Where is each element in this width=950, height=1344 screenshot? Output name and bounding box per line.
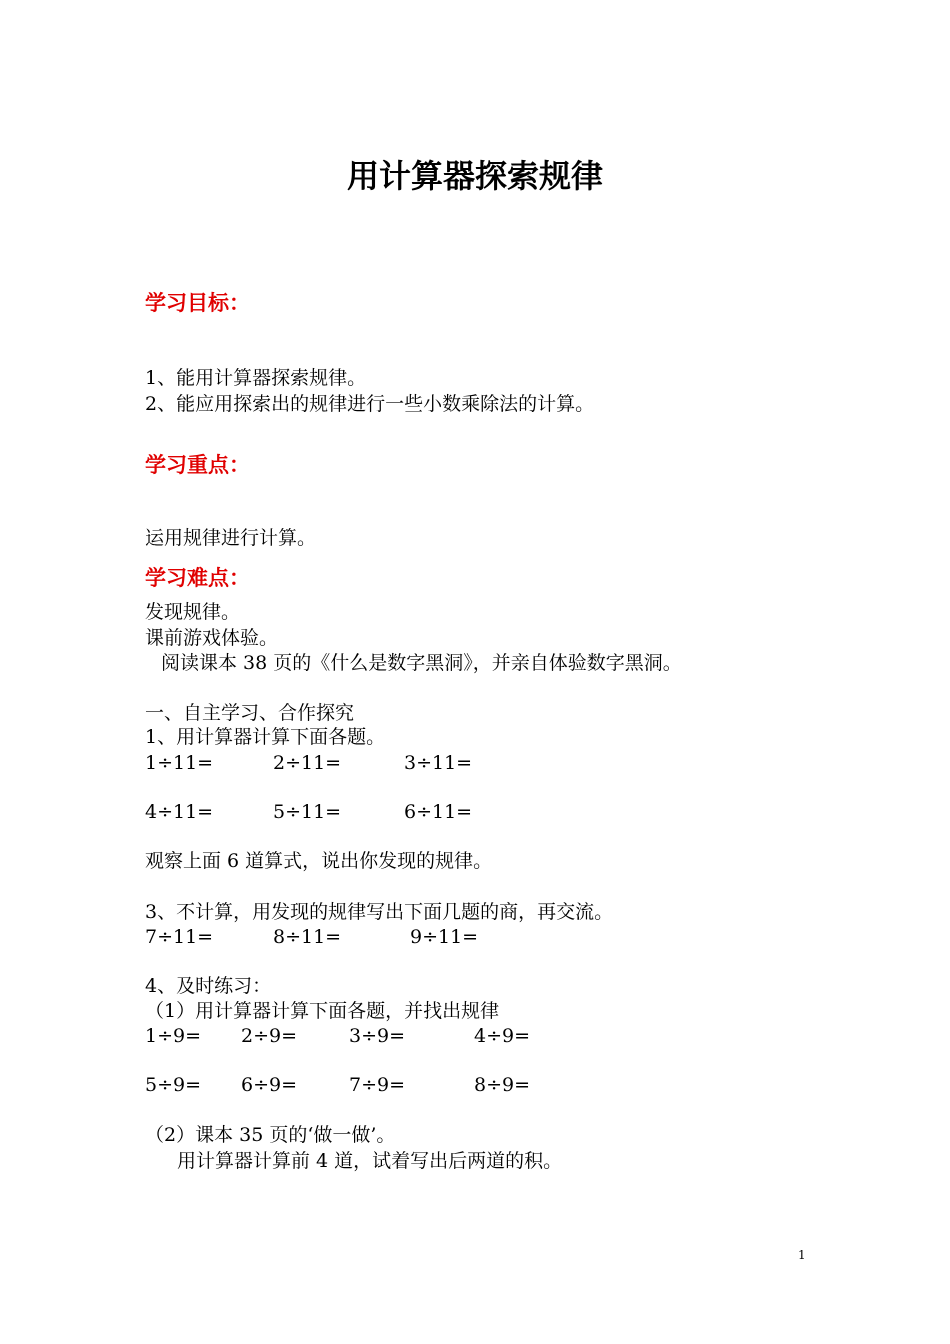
equation: 1÷9= [145, 1025, 202, 1047]
question-4: 4、及时练习： [145, 975, 272, 997]
equation: 5÷11= [273, 801, 342, 823]
question-1: 1、用计算器计算下面各题。 [145, 726, 386, 748]
key-points-heading: 学习重点： [145, 453, 250, 477]
objective-item-1: 1、能用计算器探索规律。 [145, 367, 367, 389]
equation: 5÷9= [145, 1074, 202, 1096]
equation: 9÷11= [410, 926, 479, 948]
equation: 2÷9= [241, 1025, 298, 1047]
equation: 4÷11= [145, 801, 214, 823]
equation: 4÷9= [474, 1025, 531, 1047]
objectives-heading: 学习目标： [145, 291, 250, 315]
observe-text: 观察上面 6 道算式，说出你发现的规律。 [145, 850, 493, 872]
equation: 8÷11= [273, 926, 342, 948]
difficulties-line-2: 课前游戏体验。 [145, 627, 279, 649]
question-4-2-detail: 用计算器计算前 4 道，试着写出后两道的积。 [177, 1150, 563, 1172]
objective-item-2: 2、能应用探索出的规律进行一些小数乘除法的计算。 [145, 393, 595, 415]
equation: 3÷9= [349, 1025, 406, 1047]
difficulties-heading: 学习难点： [145, 566, 250, 590]
difficulties-line-1: 发现规律。 [145, 601, 241, 623]
question-3: 3、不计算，用发现的规律写出下面几题的商，再交流。 [145, 901, 614, 923]
equation: 1÷11= [145, 752, 214, 774]
question-4-1: （1）用计算器计算下面各题，并找出规律 [145, 1000, 500, 1022]
key-points-text: 运用规律进行计算。 [145, 527, 317, 549]
equation: 2÷11= [273, 752, 342, 774]
equation: 7÷11= [145, 926, 214, 948]
equation: 7÷9= [349, 1074, 406, 1096]
page-title: 用计算器探索规律 [346, 157, 603, 195]
page-number: 1 [798, 1248, 806, 1262]
equation: 6÷9= [241, 1074, 298, 1096]
equation: 8÷9= [474, 1074, 531, 1096]
equation: 3÷11= [404, 752, 473, 774]
part1-heading: 一、自主学习、合作探究 [145, 702, 355, 724]
difficulties-line-3: 阅读课本 38 页的《什么是数字黑洞》，并亲自体验数字黑洞。 [161, 652, 682, 674]
equation: 6÷11= [404, 801, 473, 823]
question-4-2: （2）课本 35 页的‘做一做’。 [145, 1124, 396, 1146]
